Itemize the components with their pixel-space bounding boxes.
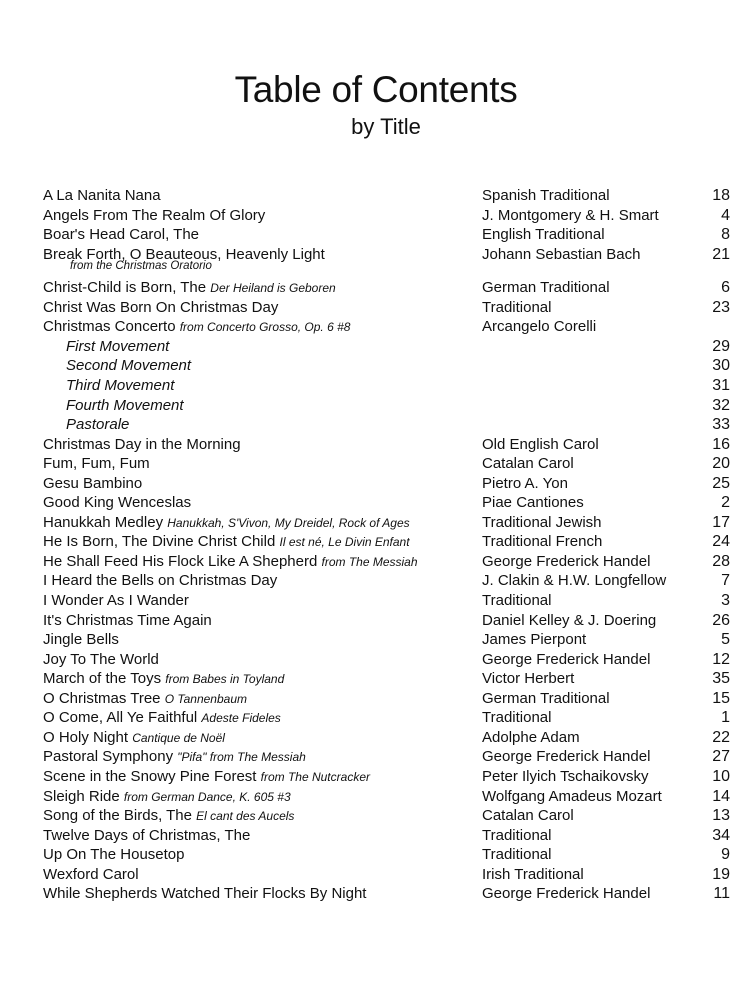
toc-movement-row[interactable] xyxy=(0,376,752,396)
entry-subtitle: Cantique de Noël xyxy=(132,730,225,745)
entry-title xyxy=(43,474,142,494)
entry-composer: J. Montgomery & H. Smart xyxy=(482,206,659,224)
movement-title xyxy=(66,337,169,357)
entry-title xyxy=(43,767,370,787)
toc-entry-row[interactable] xyxy=(0,669,752,689)
entry-title xyxy=(43,591,189,611)
entry-title xyxy=(43,298,278,318)
toc-entry-row[interactable] xyxy=(0,206,752,226)
entry-page-number: 13 xyxy=(712,807,730,825)
entry-page-number: 33 xyxy=(712,416,730,434)
entry-page-number: 32 xyxy=(712,396,730,414)
entry-title xyxy=(43,532,410,552)
entry-page-number: 4 xyxy=(721,206,730,224)
entry-subtitle: "Pifa" from The Messiah xyxy=(177,750,306,765)
entry-page-number: 12 xyxy=(712,650,730,668)
entry-title xyxy=(43,650,159,670)
entry-title xyxy=(43,845,184,865)
entry-composer: Wolfgang Amadeus Mozart xyxy=(482,787,662,805)
entry-title xyxy=(43,806,294,826)
movement-title xyxy=(66,396,184,416)
entry-title-text: Break Forth, O Beauteous, Heavenly Light xyxy=(43,245,325,263)
movement-title xyxy=(66,356,191,376)
toc-entry-row[interactable] xyxy=(0,474,752,494)
toc-entry-row[interactable] xyxy=(0,747,752,767)
entry-subtitle: Der Heiland is Geboren xyxy=(210,281,336,296)
toc-entry-row[interactable] xyxy=(0,884,752,904)
toc-entry-row[interactable] xyxy=(0,513,752,533)
entry-title xyxy=(43,206,265,226)
entry-title-text: O Christmas Tree xyxy=(43,689,161,707)
entry-title-text: Fum, Fum, Fum xyxy=(43,455,150,473)
entry-composer: George Frederick Handel xyxy=(482,885,651,903)
entry-title-text: Joy To The World xyxy=(43,650,159,668)
entry-page-number: 22 xyxy=(712,728,730,746)
entry-page-number: 2 xyxy=(721,494,730,512)
entry-title-text: Christ Was Born On Christmas Day xyxy=(43,298,279,316)
entry-page-number: 19 xyxy=(712,865,730,883)
entry-composer: Irish Traditional xyxy=(482,865,584,883)
entry-title-text: A La Nanita Nana xyxy=(43,187,161,204)
toc-entry-note xyxy=(0,259,752,273)
entry-page-number: 1 xyxy=(721,709,730,727)
entry-page-number: 26 xyxy=(712,611,730,629)
entry-title xyxy=(43,454,150,474)
entry-title xyxy=(43,728,225,748)
toc-entry-row[interactable] xyxy=(0,435,752,455)
toc-entry-row[interactable] xyxy=(0,552,752,572)
movement-title xyxy=(66,415,129,435)
entry-title xyxy=(43,225,199,245)
entry-title-text: Christ-Child is Born, The xyxy=(43,279,207,297)
entry-title-text: Christmas Day in the Morning xyxy=(43,435,241,453)
entry-composer: English Traditional xyxy=(482,226,605,244)
entry-title xyxy=(43,611,212,631)
entry-composer: Catalan Carol xyxy=(482,807,574,825)
toc-movement-row[interactable] xyxy=(0,396,752,416)
entry-page-number: 18 xyxy=(712,187,730,204)
entry-title xyxy=(43,435,241,455)
entry-page-number: 28 xyxy=(712,552,730,570)
entry-composer: Traditional xyxy=(482,298,552,316)
entry-title-text: O Come, All Ye Faithful xyxy=(43,709,198,727)
entry-title-text: Boar's Head Carol, The xyxy=(43,226,199,244)
entry-composer: German Traditional xyxy=(482,279,610,297)
entry-composer: German Traditional xyxy=(482,689,610,707)
entry-title xyxy=(43,865,139,885)
toc-entry-row[interactable] xyxy=(0,728,752,748)
entry-subtitle: from Babes in Toyland xyxy=(165,672,285,687)
entry-title xyxy=(43,493,191,513)
entry-composer: George Frederick Handel xyxy=(482,650,651,668)
toc-entry-row[interactable] xyxy=(0,571,752,591)
entry-page-number: 20 xyxy=(712,455,730,473)
entry-page-number: 11 xyxy=(713,885,730,903)
entry-page-number: 29 xyxy=(712,337,730,355)
entry-title xyxy=(43,317,350,337)
entry-title-text: Scene in the Snowy Pine Forest xyxy=(43,767,257,785)
entry-note: from the Christmas Oratorio xyxy=(70,260,212,273)
toc-entry-row[interactable] xyxy=(0,787,752,807)
entry-page-number: 24 xyxy=(712,533,730,551)
entry-title xyxy=(43,689,247,709)
page-title: Table of Contents xyxy=(234,69,518,110)
entry-title xyxy=(43,826,250,846)
entry-title-text: Jingle Bells xyxy=(43,631,119,649)
toc-entry-row[interactable] xyxy=(0,767,752,787)
entry-composer: Traditional xyxy=(482,846,552,864)
entry-composer: Traditional xyxy=(482,826,552,844)
entry-title-text: I Wonder As I Wander xyxy=(43,592,189,609)
toc-entry-row[interactable] xyxy=(0,454,752,474)
entry-subtitle: from The Messiah xyxy=(321,554,418,569)
entry-page-number: 6 xyxy=(721,279,730,297)
entry-page-number: 30 xyxy=(712,357,730,375)
toc-entry-row[interactable] xyxy=(0,708,752,728)
entry-title-text: Second Movement xyxy=(66,357,192,375)
entry-page-number: 21 xyxy=(712,245,730,263)
entry-page-number: 8 xyxy=(721,226,730,244)
entry-title-text: Pastorale xyxy=(66,416,130,434)
toc-entry-row[interactable] xyxy=(0,278,752,298)
entry-title-text: Christmas Concerto xyxy=(43,318,176,336)
entry-title-text: Up On The Housetop xyxy=(43,846,185,864)
entry-composer: Pietro A. Yon xyxy=(482,474,568,492)
entry-title xyxy=(43,669,284,689)
entry-subtitle: from Concerto Grosso, Op. 6 #8 xyxy=(179,320,351,335)
toc-movement-row[interactable] xyxy=(0,337,752,357)
entry-title-text: Song of the Birds, The xyxy=(43,807,192,825)
toc-entry-row[interactable] xyxy=(0,650,752,670)
toc-entry-row[interactable] xyxy=(0,630,752,650)
entry-composer: Traditional xyxy=(482,709,552,727)
entry-title xyxy=(43,787,291,807)
entry-page-number: 5 xyxy=(721,631,730,649)
entry-composer: Adolphe Adam xyxy=(482,728,580,746)
toc-entry-row[interactable] xyxy=(0,186,752,206)
entry-title-text: O Holy Night xyxy=(43,728,129,746)
entry-composer: Old English Carol xyxy=(482,435,599,453)
entry-composer: Piae Cantiones xyxy=(482,494,584,512)
entry-title xyxy=(43,571,277,591)
entry-subtitle: Adeste Fideles xyxy=(201,711,281,726)
entry-title xyxy=(43,630,119,650)
entry-title-text: Fourth Movement xyxy=(66,396,184,414)
toc-entry-row[interactable] xyxy=(0,865,752,885)
entry-composer: James Pierpont xyxy=(482,631,587,649)
entry-composer: George Frederick Handel xyxy=(482,552,651,570)
entry-title-text: I Heard the Bells on Christmas Day xyxy=(43,572,278,590)
toc-entry-row[interactable] xyxy=(0,225,752,245)
toc-entry-row[interactable] xyxy=(0,317,752,337)
entry-page-number: 31 xyxy=(712,376,730,394)
entry-title xyxy=(43,747,306,767)
entry-title-text: Angels From The Realm Of Glory xyxy=(43,206,266,224)
toc-movement-row[interactable] xyxy=(0,356,752,376)
entry-subtitle: El cant des Aucels xyxy=(196,809,295,824)
toc-entry-row[interactable] xyxy=(0,532,752,552)
entry-composer: Arcangelo Corelli xyxy=(482,318,597,336)
entry-title-text: It's Christmas Time Again xyxy=(43,611,212,629)
entry-composer: Johann Sebastian Bach xyxy=(482,245,641,263)
toc-entry-row[interactable] xyxy=(0,611,752,631)
entry-page-number: 10 xyxy=(712,767,730,785)
toc-entry-row[interactable] xyxy=(0,826,752,846)
entry-composer: Catalan Carol xyxy=(482,455,574,473)
entry-title xyxy=(43,884,366,904)
entry-page-number: 23 xyxy=(712,298,730,316)
entry-title-text: Twelve Days of Christmas, The xyxy=(43,826,251,844)
entry-title-text: He Is Born, The Divine Christ Child xyxy=(43,533,276,551)
entry-page-number: 9 xyxy=(721,846,730,864)
entry-page-number: 15 xyxy=(712,689,730,707)
toc-entry-row[interactable] xyxy=(0,845,752,865)
entry-page-number: 14 xyxy=(712,787,730,805)
entry-title xyxy=(43,552,418,572)
entry-page-number: 16 xyxy=(712,435,730,453)
page-subtitle: by Title xyxy=(351,114,421,139)
entry-title-text: Sleigh Ride xyxy=(43,787,120,805)
entry-page-number: 27 xyxy=(712,748,730,766)
entry-title-text: Hanukkah Medley xyxy=(43,513,164,531)
toc-movement-row[interactable] xyxy=(0,415,752,435)
entry-title xyxy=(43,708,281,728)
toc-entry-row[interactable] xyxy=(0,298,752,318)
entry-title-text: Gesu Bambino xyxy=(43,474,143,492)
toc-entry-row[interactable] xyxy=(0,689,752,709)
entry-page-number: 34 xyxy=(712,826,730,844)
movement-title xyxy=(66,376,174,396)
entry-title xyxy=(43,186,161,206)
entry-composer: Traditional Jewish xyxy=(482,513,602,531)
entry-composer: Spanish Traditional xyxy=(482,187,610,204)
entry-page-number: 25 xyxy=(712,474,730,492)
entry-title-text: Pastoral Symphony xyxy=(43,748,174,766)
entry-composer: Peter Ilyich Tschaikovsky xyxy=(482,767,649,785)
entry-subtitle: Il est né, Le Divin Enfant xyxy=(279,535,410,550)
entry-composer: Traditional French xyxy=(482,533,603,551)
toc-entry-row[interactable] xyxy=(0,806,752,826)
entry-composer: J. Clakin & H.W. Longfellow xyxy=(482,572,667,590)
entry-title xyxy=(43,278,336,298)
entry-page-number: 3 xyxy=(721,592,730,609)
entry-subtitle: Hanukkah, S'Vivon, My Dreidel, Rock of Ages xyxy=(167,515,410,530)
toc-entry-row[interactable] xyxy=(0,591,752,611)
entry-title-text: He Shall Feed His Flock Like A Shepherd xyxy=(43,552,318,570)
toc-entry-row[interactable] xyxy=(0,493,752,513)
entry-subtitle: O Tannenbaum xyxy=(164,691,247,706)
entry-title xyxy=(43,513,410,533)
entry-title-text: Good King Wenceslas xyxy=(43,494,192,512)
entry-composer: Daniel Kelley & J. Doering xyxy=(482,611,657,629)
entry-subtitle: from German Dance, K. 605 #3 xyxy=(123,789,291,804)
entry-title-text: March of the Toys xyxy=(43,670,162,688)
entry-page-number: 35 xyxy=(712,670,730,688)
entry-composer: Victor Herbert xyxy=(482,670,575,688)
entry-composer: Traditional xyxy=(482,592,552,609)
entry-title-text: Third Movement xyxy=(66,376,175,394)
entry-title-text: While Shepherds Watched Their Flocks By Night xyxy=(43,885,367,903)
entry-title-text: Wexford Carol xyxy=(43,865,139,883)
entry-composer: George Frederick Handel xyxy=(482,748,651,766)
entry-page-number: 7 xyxy=(721,572,730,590)
entry-title-text: First Movement xyxy=(66,337,170,355)
entry-page-number: 17 xyxy=(712,513,730,531)
entry-subtitle: from The Nutcracker xyxy=(260,769,370,784)
